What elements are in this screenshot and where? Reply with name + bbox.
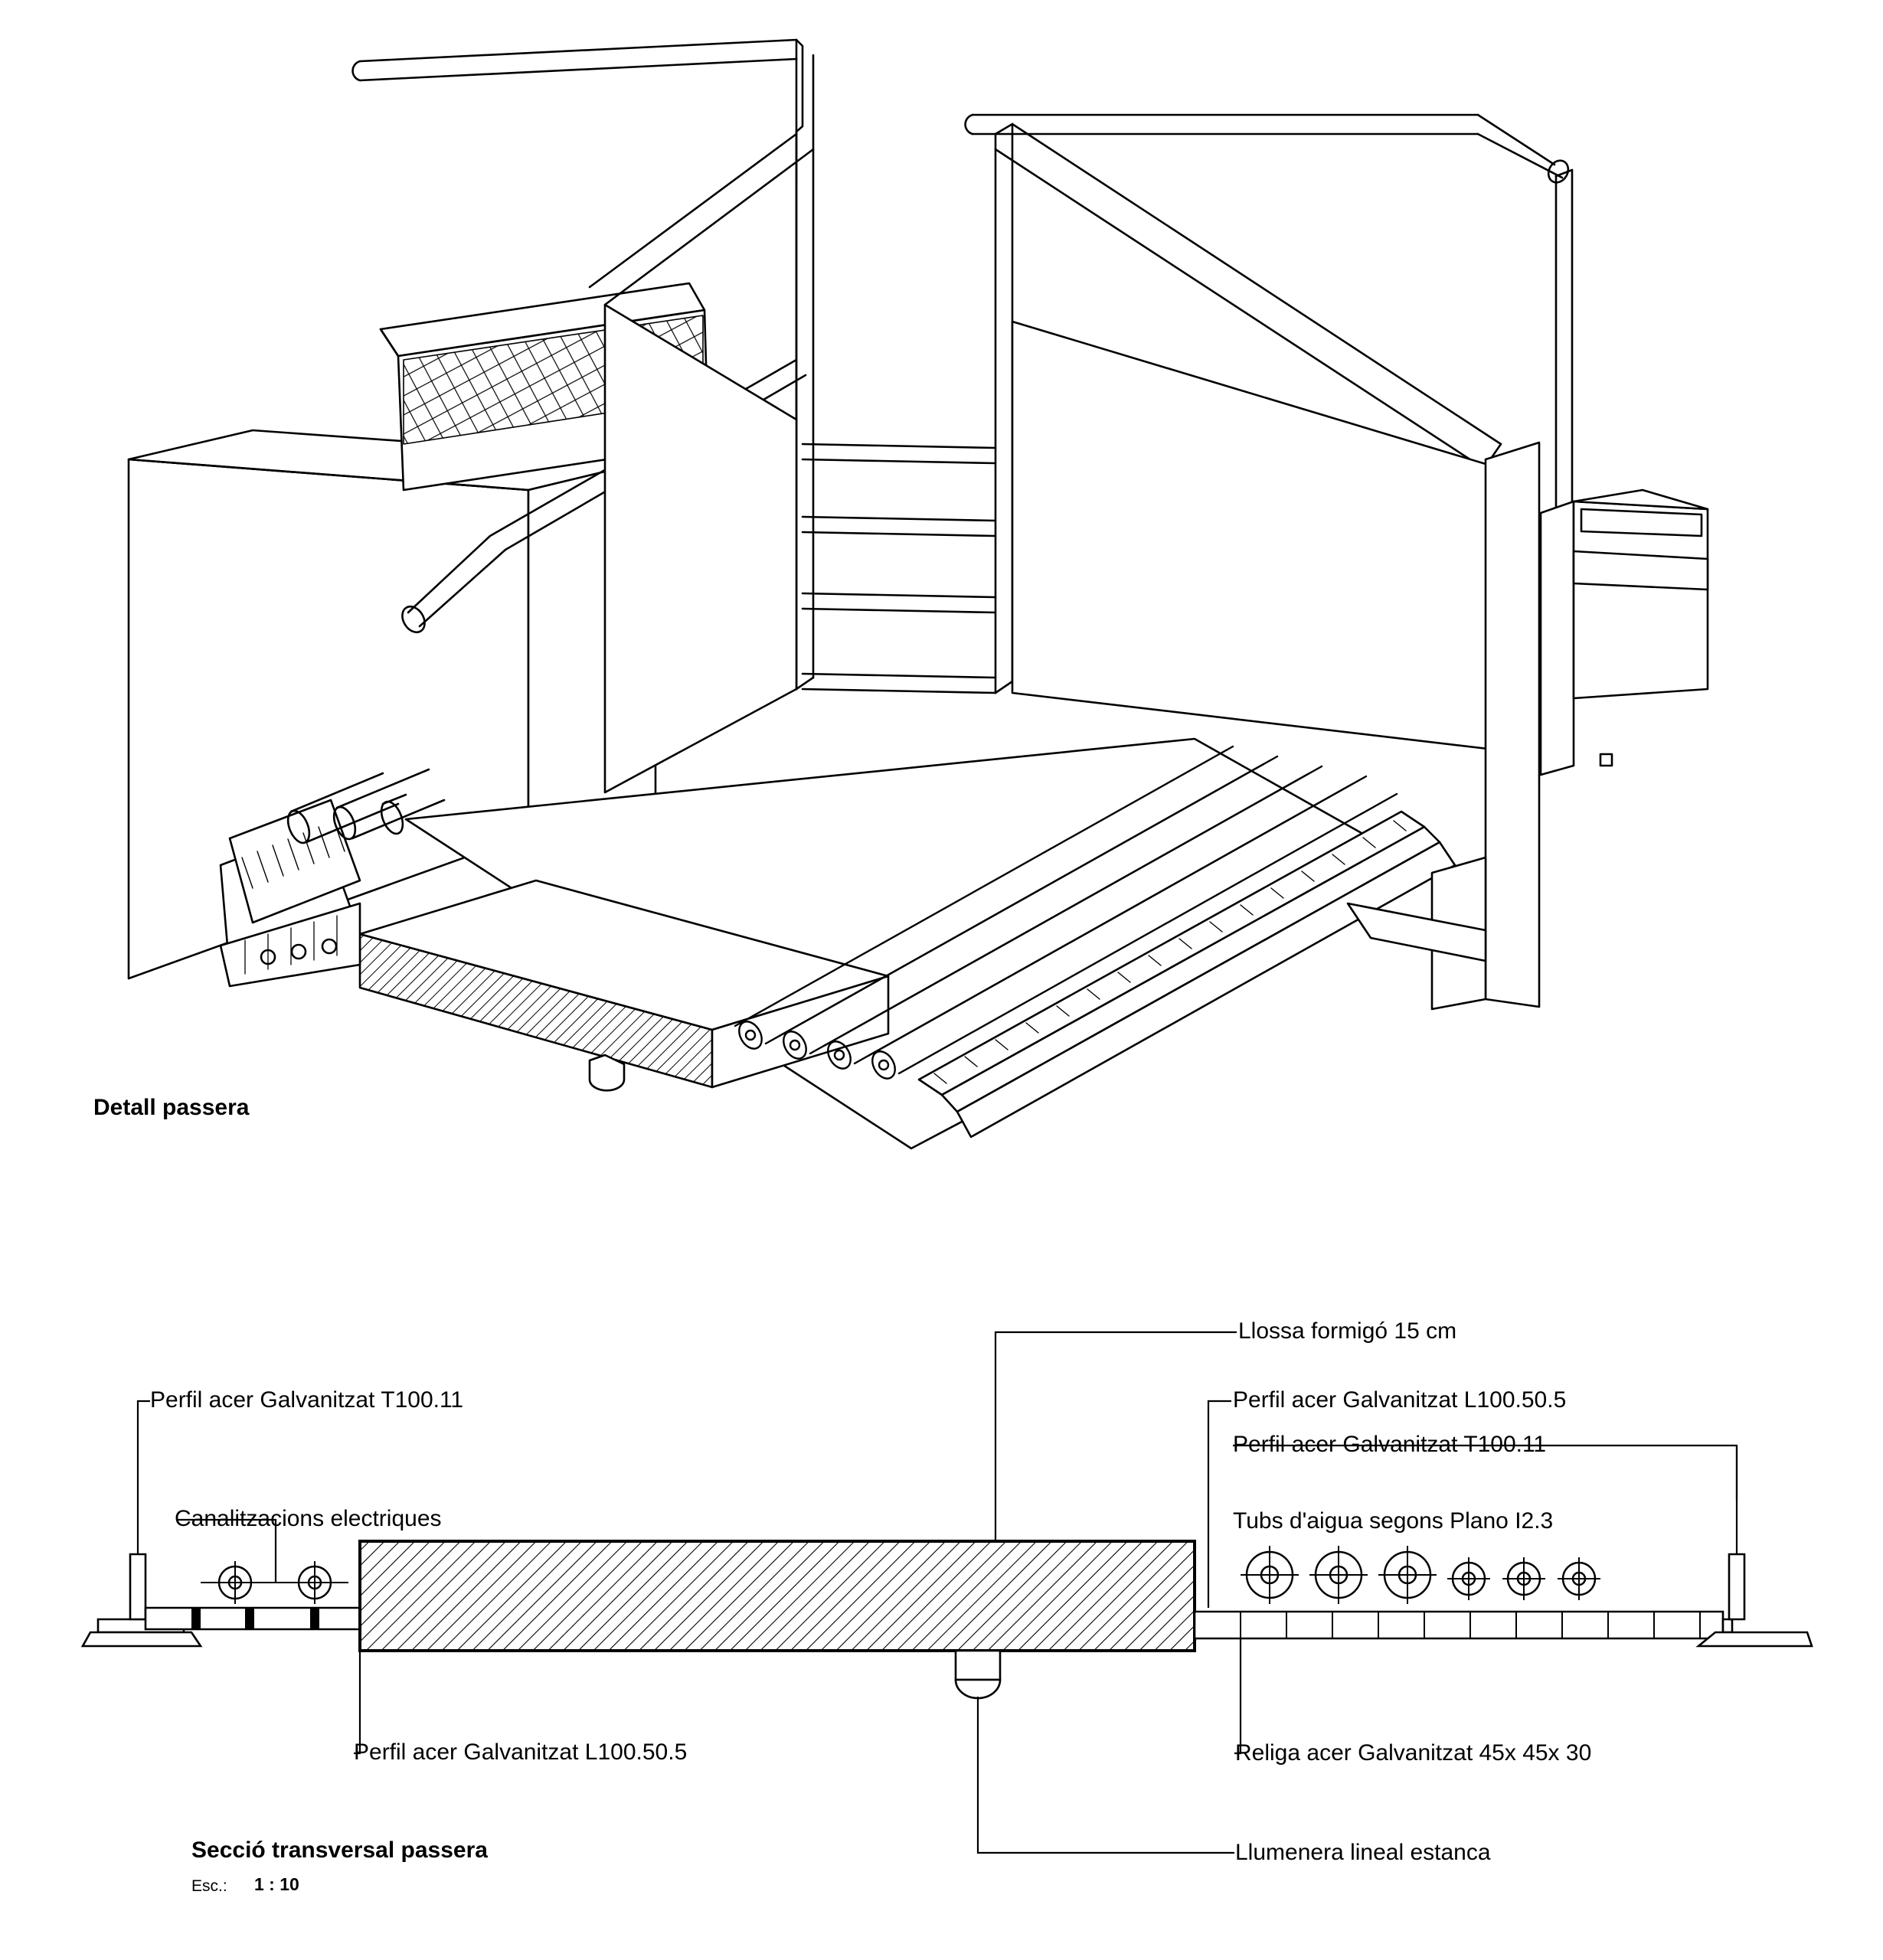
- diagonal-rail-left: [590, 134, 813, 305]
- grating-section: [1195, 1612, 1723, 1638]
- annotation-profile-l100-bottom-left: Perfil acer Galvanitzat L100.50.5: [354, 1740, 688, 1765]
- detail-title: Detall passera: [93, 1095, 250, 1120]
- annotation-profile-t100-right: Perfil acer Galvanitzat T100.11: [1233, 1432, 1547, 1457]
- ladder-rungs: [803, 444, 995, 693]
- scale-label: Esc.:: [191, 1877, 227, 1895]
- annotation-water-pipes: Tubs d'aigua segons Plano I2.3: [1233, 1508, 1554, 1534]
- annotation-linear-luminaire: Llumenera lineal estanca: [1235, 1840, 1491, 1865]
- section-title: Secció transversal passera: [191, 1838, 488, 1863]
- annotation-grating: Religa acer Galvanitzat 45x 45x 30: [1235, 1740, 1592, 1766]
- water-pipes-section: [1241, 1546, 1600, 1604]
- left-deck-plate: [145, 1608, 360, 1629]
- axonometric-detail-group: [129, 40, 1708, 1148]
- annotation-electrical-conduits: Canalitzacions electriques: [175, 1506, 442, 1531]
- luminaire-section: [956, 1651, 1000, 1698]
- annotation-profile-t100-left: Perfil acer Galvanitzat T100.11: [150, 1387, 464, 1413]
- center-wall-panel: [605, 305, 1501, 792]
- scale-value: 1 : 10: [254, 1874, 299, 1894]
- annotation-concrete-slab: Llossa formigó 15 cm: [1238, 1318, 1457, 1344]
- right-base-plate: [1698, 1554, 1812, 1646]
- left-base-plate: [83, 1554, 201, 1646]
- concrete-slab-section: [360, 1541, 1195, 1651]
- annotation-profile-l100-right: Perfil acer Galvanitzat L100.50.5: [1233, 1387, 1567, 1413]
- electrical-conduits-section: [201, 1561, 348, 1604]
